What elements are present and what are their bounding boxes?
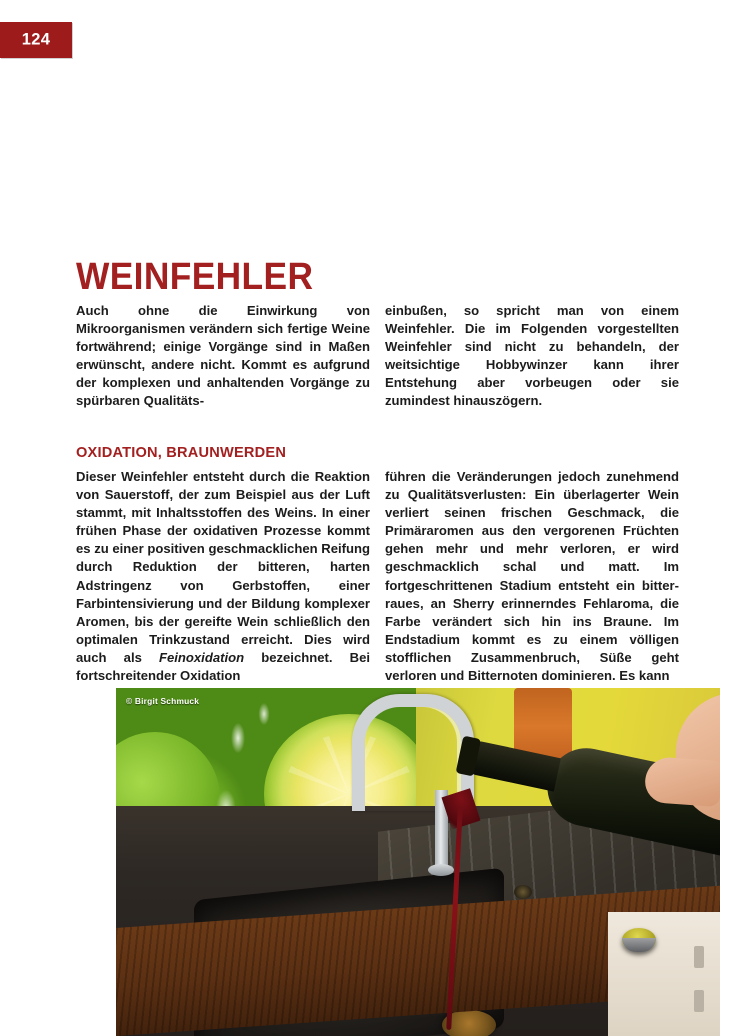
cabinet-handle-icon xyxy=(694,946,704,968)
intro-right-text: einbußen, so spricht man von einem Weinfehler. Die im Folgenden vorgestellten Weinfehler sind nicht zu behandeln, der weitsichtige Hobbywinzer kann ihrer Entstehung aber vorbeugen oder sie zumindest hinauszögern. xyxy=(385,303,679,409)
faucet-base xyxy=(428,864,454,876)
page-number-tab xyxy=(0,22,72,58)
intro-columns xyxy=(76,302,680,411)
kitchen-cabinet xyxy=(608,912,720,1036)
thumb xyxy=(644,756,720,807)
section-right-column xyxy=(385,468,679,685)
wine-sink-photo xyxy=(116,688,720,1036)
section-right-text: führen die Veränderungen jedoch zunehmend zu Qualitätsverlusten: Ein überlagerter Wein verliert seinen frischen Geschmack, die Primäraromen aus den vergorenen Früchten gehen mehr und mehr verloren, er wird geschmacklich schal und matt. Im fortgeschrittenen Stadium entsteht ein bitter-raues, an Sherry erinnerndes Fehlaroma, die Farbe verändert sich hin ins Braune. Im Endstadium kommt es zu einem völligen stofflichen Zusammenbruch, Süße geht verloren und Bitternoten dominieren. Es kann xyxy=(385,469,679,684)
section-left-text-italic: Feinoxidation xyxy=(158,649,245,665)
bottle-cap xyxy=(622,928,656,952)
section-heading: OXIDATION, BRAUNWERDEN xyxy=(76,445,287,462)
section-left-text-part1: Dieser Weinfehler entsteht durch die Reaktion von Sauerstoff, der zum Beispiel aus der Luft stammt, mit Inhaltsstoffen des Weins. In einer frühen Phase der oxidativen Prozesse kommt es zu einer positiven geschmacklichen Reifung durch Reduktion der bitteren, harten Adstringenz von Gerbstoffen, einer Farbintensivierung und der Bildung komplexer Aromen, bis der gereifte Wein schließlich den optimalen Trinkzustand erreicht. Dies wird auch als xyxy=(76,469,370,665)
cabinet-handle-icon xyxy=(694,990,704,1012)
page-title: WEINFEHLER xyxy=(76,256,314,299)
section-left-text xyxy=(76,468,370,685)
faucet xyxy=(352,694,448,870)
intro-right-column xyxy=(385,302,679,411)
sink-overflow-hole xyxy=(514,885,532,899)
photo-credit: © Birgit Schmuck xyxy=(126,696,200,706)
intro-left-text: Auch ohne die Einwirkung von Mikroorganismen verändern sich fertige Weine fortwährend; einige Vorgänge sind in Maßen erwünscht, andere nicht. Kommt es aufgrund der komplexen und anhaltenden Vorgänge zu spürbaren Qualitäts- xyxy=(76,303,370,409)
section-columns xyxy=(76,468,680,685)
page-number: 124 xyxy=(21,30,51,49)
section-left-text-part2: bezeichnet. Bei fortschreitender Oxidation xyxy=(76,649,370,684)
section-left-column xyxy=(76,468,370,685)
intro-left-column xyxy=(76,302,370,411)
photo-artwork xyxy=(116,688,720,1036)
